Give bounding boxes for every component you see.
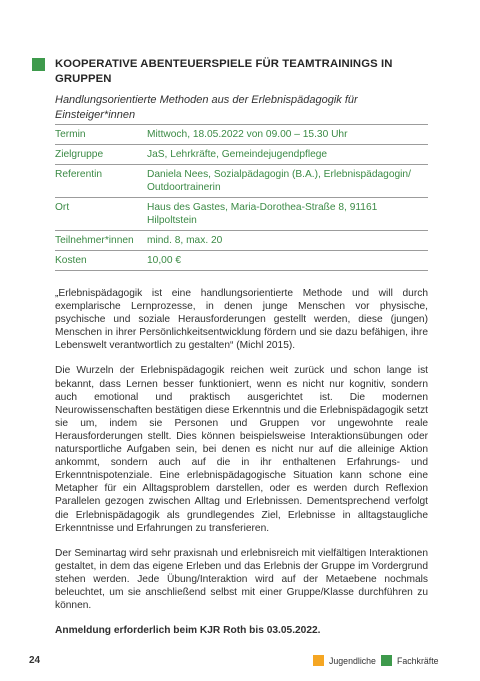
info-value: JaS, Lehrkräfte, Gemeindejugendpflege — [147, 145, 428, 165]
page-title: KOOPERATIVE ABENTEUERSPIELE FÜR TEAMTRAININGS IN GRUPPEN — [55, 58, 393, 85]
info-label: Termin — [55, 125, 147, 145]
info-row-kosten — [55, 251, 428, 271]
green-square-icon — [381, 655, 392, 666]
section-marker — [32, 58, 45, 71]
info-label: Referentin — [55, 165, 147, 198]
info-row-teilnehmer — [55, 231, 428, 251]
legend-item-jugendliche — [313, 655, 376, 666]
paragraph-roots: Die Wurzeln der Erlebnispädagogik reichen weit zurück und schon lange ist bekannt, dass Lernen besser funktioniert, wenn es nicht nur kognitiv, sondern auch emotional und praktisch ausgerichtet ist. Die modernen Neurowissenschaften bestätigen diese Erkenntnis und die Erlebnispädagogik setzt sie um, indem sie Personen und Gruppen vor ungewohnte reale Herausforderungen stellt. Dies können beispielsweise Interaktionsübungen oder natursportliche Aufgaben sein, bei denen es nicht nur auf die alleinige Aktion ankommt, sondern auch auf die in ihr enthaltenen Erfahrungs- und Erkenntnispotenziale. Eine erlebnispädagogische Situation kann schone eine Metapher für ein Alltagsproblem darstellen, oder es werden durch Reflexion Parallelen gezogen zwischen Alltag und Erlebnissen. Dementsprechend verfolgt die Erlebnispädagogik als grundlegendes Ziel, Erlebnisse in alltagstaugliche Erkenntnisse und Erfahrungen zu transferieren. — [55, 365, 428, 534]
paragraph-quote: „Erlebnispädagogik ist eine handlungsorientierte Methode und will durch exemplarische Lernprozesse, in denen junge Menschen vor physische, psychische und soziale Herausforderungen gestellt werden, diese (jungen) Menschen in ihrer Persönlichkeitsentwicklung fördern und sie dazu befähigen, ihre Lebenswelt verantwortlich zu gestalten“ (Michl 2015). — [55, 288, 428, 352]
info-row-referentin — [55, 165, 428, 198]
info-table — [55, 124, 428, 271]
info-label: Zielgruppe — [55, 145, 147, 165]
legend-label: Jugendliche — [329, 655, 376, 666]
legend-label: Fachkräfte — [397, 655, 439, 666]
paragraph-seminar: Der Seminartag wird sehr praxisnah und erlebnisreich mit vielfältigen Interaktionen gestaltet, in dem das eigene Erleben und das Erlebnis der Gruppe im Vordergrund stehen werden. Jede Übung/Interaktion wird auf der Metaebene nochmals beleuchtet, um sie anschließend selbst mit einer Gruppe/Klasse durchführen zu können. — [55, 547, 428, 612]
info-row-ort — [55, 198, 428, 231]
info-row-zielgruppe — [55, 145, 428, 165]
body-text — [55, 287, 428, 649]
registration-note: Anmeldung erforderlich beim KJR Roth bis 03.05.2022. — [55, 625, 321, 637]
info-label: Teilnehmer*innen — [55, 231, 147, 251]
page-subtitle: Handlungsorientierte Methoden aus der Erlebnispädagogik für Einsteiger*innen — [55, 94, 358, 121]
info-label: Kosten — [55, 251, 147, 271]
page-number: 24 — [29, 655, 41, 666]
info-value: 10,00 € — [147, 251, 428, 271]
orange-square-icon — [313, 655, 324, 666]
info-value: Daniela Nees, Sozialpädagogin (B.A.), Erlebnispädagogin/ Outdoortrainerin — [147, 165, 428, 198]
info-label: Ort — [55, 198, 147, 231]
info-value: Haus des Gastes, Maria-Dorothea-Straße 8, 91161 Hilpoltstein — [147, 198, 428, 231]
info-value: Mittwoch, 18.05.2022 von 09.00 – 15.30 Uhr — [147, 125, 428, 145]
legend-item-fachkraefte — [381, 655, 439, 666]
info-value: mind. 8, max. 20 — [147, 231, 428, 251]
info-row-termin — [55, 125, 428, 145]
